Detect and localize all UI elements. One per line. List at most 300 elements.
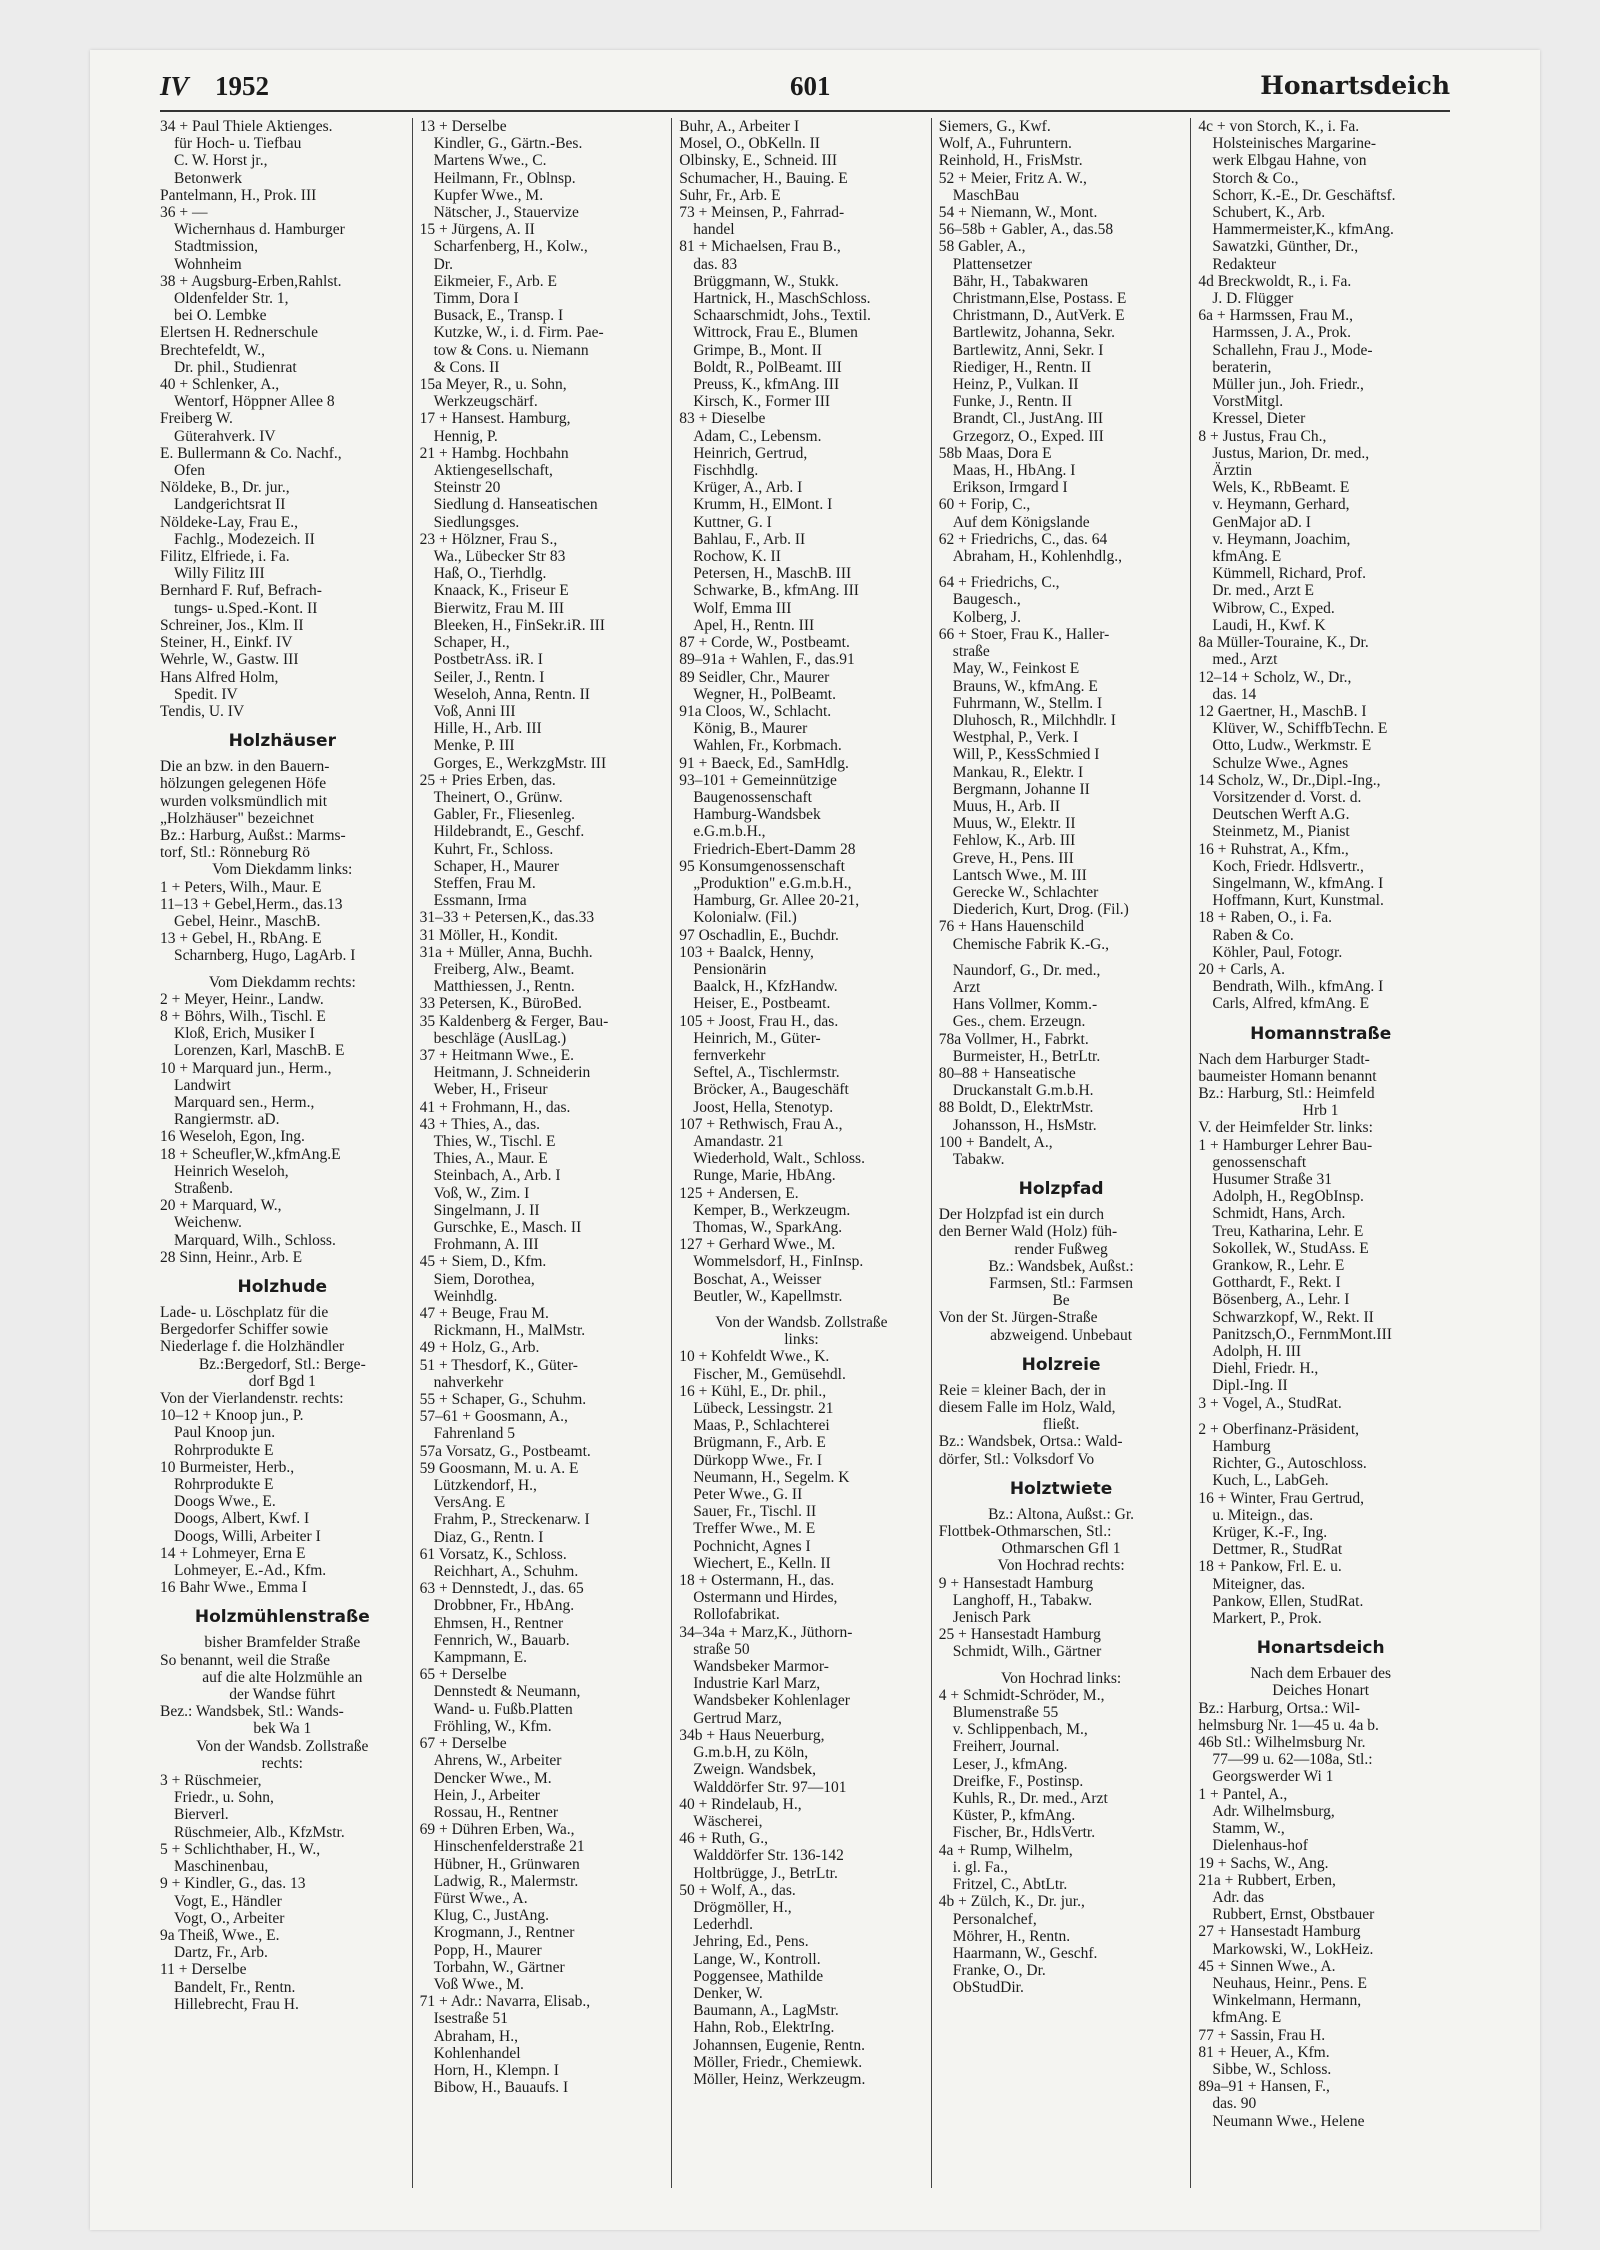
house-number-entry: 58b Maas, Dora E (938, 444, 1052, 462)
running-street-heading: Honartsdeich (1260, 71, 1450, 100)
directory-line: So benannt, weil die Straße (160, 1651, 331, 1669)
resident-entry: Heilmann, Fr., Oblnsp. (433, 169, 576, 187)
house-number-entry: 25 + Hansestadt Hamburg (938, 1626, 1101, 1644)
resident-entry: Fischhdlg. (693, 462, 759, 480)
resident-entry: Gorges, E., WerkzgMstr. III (433, 754, 607, 772)
house-number-entry: 31a + Müller, Anna, Buchh. (419, 943, 593, 961)
resident-entry: kfmAng. E (1212, 2009, 1282, 2027)
resident-entry: Richter, G., Autoschloss. (1212, 1455, 1367, 1473)
house-number-entry: 10–12 + Knoop jun., P. (160, 1407, 304, 1425)
resident-entry: Hahn, Rob., ElektrIng. (693, 2019, 835, 2037)
street-note: Be (1052, 1292, 1070, 1310)
resident-entry: Heinrich, M., Güter- (693, 1029, 821, 1047)
resident-entry: v. Heymann, Joachim, (1212, 530, 1351, 548)
resident-entry: Otto, Ludw., Werkmstr. E (1212, 737, 1372, 755)
resident-entry: Vogt, O., Arbeiter (174, 1909, 285, 1927)
resident-entry: Fischer, Br., HdlsVertr. (952, 1824, 1096, 1842)
resident-entry: Wolf, Emma III (693, 599, 792, 617)
resident-entry: C. W. Horst jr., (174, 152, 268, 170)
house-number-entry: 4b + Zülch, K., Dr. jur., (938, 1893, 1085, 1911)
directory-line: Wolf, A., Fuhruntern. (938, 135, 1072, 153)
resident-entry: Heiser, E., Postbeamt. (693, 995, 831, 1013)
directory-line: Die an bzw. in den Bauern- (160, 758, 330, 776)
directory-line: „Holzhäuser" bezeichnet (160, 809, 314, 827)
resident-entry: straße (952, 643, 990, 661)
resident-entry: Lützkendorf, H., (433, 1477, 537, 1495)
house-number-entry: 16 + Kühl, E., Dr. phil., (679, 1382, 827, 1400)
resident-entry: Wichernhaus d. Hamburger (174, 221, 345, 239)
resident-entry: Schallehn, Frau J., Mode- (1212, 341, 1373, 359)
column-3 (671, 118, 931, 2188)
resident-entry: Leser, J., kfmAng. (952, 1755, 1068, 1773)
resident-entry: Isestraße 51 (433, 2010, 509, 2028)
house-number-entry: 34–34a + Marz,K., Jüthorn- (679, 1623, 853, 1641)
resident-entry: VorstMitgl. (1212, 393, 1284, 411)
street-note: Bz.: Wandsbek, Außst.: (988, 1257, 1134, 1275)
house-number-entry: 25 + Pries Erben, das. (419, 771, 556, 789)
resident-entry: Kloß, Erich, Musiker I (174, 1025, 315, 1043)
resident-entry: Raben & Co. (1212, 926, 1294, 944)
resident-entry: Landwirt (174, 1076, 231, 1094)
resident-entry: Singelmann, J. II (433, 1201, 540, 1219)
house-number-entry: 67 + Derselbe (419, 1735, 507, 1753)
resident-entry: Kressel, Dieter (1212, 410, 1306, 428)
spacer (939, 1661, 1184, 1670)
directory-line: Freiberg W. (160, 410, 233, 428)
resident-entry: Rochow, K. II (693, 548, 781, 566)
resident-entry: Petersen, H., MaschB. III (693, 565, 852, 583)
resident-entry: Wibrow, C., Exped. (1212, 599, 1335, 617)
directory-line: den Berner Wald (Holz) füh- (938, 1223, 1118, 1241)
house-number-entry: 46 + Ruth, G., (679, 1830, 769, 1848)
house-number-entry: 13 + Gebel, H., RbAng. E (160, 930, 322, 948)
street-note: Othmarschen Gfl 1 (1001, 1540, 1121, 1558)
resident-entry: Rangiermstr. aD. (174, 1111, 280, 1129)
house-number-entry: 50 + Wolf, A., das. (679, 1881, 796, 1899)
house-number-entry: 16 + Ruhstrat, A., Kfm., (1198, 840, 1349, 858)
house-number-entry: 73 + Meinsen, P., Fahrrad- (679, 204, 845, 222)
resident-entry: Wentorf, Höppner Allee 8 (174, 393, 335, 411)
directory-line: Bergedorfer Schiffer sowie (160, 1321, 329, 1339)
house-number-entry: 40 + Rindelaub, H., (679, 1795, 802, 1813)
resident-entry: Lederhdl. (693, 1916, 754, 1934)
house-number-entry: 2 + Oberfinanz-Präsident, (1198, 1420, 1360, 1438)
resident-entry: Adolph, H. III (1212, 1343, 1302, 1361)
resident-entry: Betonwerk (174, 169, 243, 187)
directory-line: Schumacher, H., Bauing. E (679, 169, 848, 187)
resident-entry: Essmann, Irma (433, 892, 527, 910)
house-number-entry: 3 + Rüschmeier, (160, 1772, 262, 1790)
house-number-entry: 21a + Rubbert, Erben, (1198, 1871, 1336, 1889)
resident-entry: Hennig, P. (433, 427, 498, 445)
street-heading: Holztwiete (1009, 1478, 1113, 1499)
resident-entry: Baugesch., (952, 591, 1021, 609)
resident-entry: Preuss, K., kfmAng. III (693, 376, 840, 394)
column-5 (1190, 118, 1450, 2188)
street-note: Nach dem Erbauer des (1250, 1665, 1392, 1683)
resident-entry: Gebel, Heinr., MaschB. (174, 912, 321, 930)
resident-entry: Joost, Hella, Stenotyp. (693, 1098, 834, 1116)
resident-entry: Kuch, L., LabGeh. (1212, 1472, 1329, 1490)
resident-entry: Hille, H., Arb. III (433, 720, 542, 738)
resident-entry: bei O. Lembke (174, 307, 267, 325)
house-number-entry: 31–33 + Petersen,K., das.33 (419, 909, 595, 927)
house-number-entry: 4c + von Storch, K., i. Fa. (1198, 118, 1360, 135)
resident-entry: Grimpe, B., Mont. II (693, 341, 822, 359)
house-number-entry: 91a Cloos, W., Schlacht. (679, 702, 832, 720)
house-number-entry: 45 + Sinnen Wwe., A. (1198, 1957, 1336, 1975)
directory-line: Brechtefeldt, W., (160, 341, 266, 359)
resident-entry: Rubbert, Ernst, Obstbauer (1212, 1906, 1375, 1924)
resident-entry: Hein, J., Arbeiter (433, 1786, 540, 1804)
directory-line: Bz.: Harburg, Ortsa.: Wil- (1198, 1699, 1360, 1717)
resident-entry: Hartnick, H., MaschSchloss. (693, 290, 871, 308)
resident-entry: Koch, Friedr. Hdlsvertr., (1212, 857, 1364, 875)
resident-entry: Dreifke, F., Postinsp. (952, 1772, 1084, 1790)
resident-entry: Blumenstraße 55 (952, 1704, 1059, 1722)
resident-entry: genossenschaft (1212, 1153, 1307, 1171)
spacer (679, 1305, 924, 1314)
resident-entry: Rollofabrikat. (693, 1606, 780, 1624)
resident-entry: Amandastr. 21 (693, 1132, 784, 1150)
resident-entry: e.G.m.b.H., (693, 823, 766, 841)
resident-entry: Busack, E., Transp. I (433, 307, 564, 325)
resident-entry: Hinschenfelderstraße 21 (433, 1838, 585, 1856)
house-number-entry: 18 + Scheufler,W.,kfmAng.E (160, 1145, 341, 1163)
directory-line: Bez.: Wandsbek, Stl.: Wands- (160, 1703, 344, 1721)
house-number-entry: 78a Vollmer, H., Fabrkt. (938, 1030, 1089, 1048)
resident-entry: Hammermeister,K., kfmAng. (1212, 221, 1394, 239)
house-number-entry: 76 + Hans Hauenschild (938, 918, 1084, 936)
resident-entry: kfmAng. E (1212, 548, 1282, 566)
resident-entry: Sibbe, W., Schloss. (1212, 2060, 1332, 2078)
house-number-entry: 37 + Heitmann Wwe., E. (419, 1046, 574, 1064)
directory-line: E. Bullermann & Co. Nachf., (160, 444, 342, 462)
house-number-entry: 107 + Rethwisch, Frau A., (679, 1115, 843, 1133)
house-number-entry: 62 + Friedrichs, C., das. 64 (938, 530, 1108, 548)
resident-entry: Fritzel, C., AbtLtr. (952, 1876, 1068, 1894)
street-heading: Holzpfad (1018, 1179, 1104, 1200)
resident-entry: Doogs, Albert, Kwf. I (174, 1510, 310, 1528)
resident-entry: Langhoff, H., Tabakw. (952, 1591, 1093, 1609)
house-number-entry: 58 Gabler, A., (938, 238, 1026, 256)
directory-line: Bz.: Harburg, Außst.: Marms- (160, 826, 346, 844)
house-number-entry: 80–88 + Hanseatische (938, 1064, 1076, 1082)
directory-line: Lade- u. Löschplatz für die (160, 1304, 329, 1321)
resident-entry: Lorenzen, Karl, MaschB. E (174, 1042, 345, 1060)
resident-entry: Freiherr, Journal. (952, 1738, 1060, 1756)
resident-entry: Krumm, H., ElMont. I (693, 496, 833, 514)
street-note: der Wandse führt (229, 1686, 336, 1704)
street-note: abzweigend. Unbebaut (990, 1326, 1133, 1344)
resident-entry: Arzt (952, 978, 981, 996)
house-number-entry: 12 Gaertner, H., MaschB. I (1198, 702, 1367, 720)
resident-entry: Möller, Friedr., Chemiewk. (693, 2053, 863, 2071)
resident-entry: G.m.b.H, zu Köln, (693, 1744, 809, 1762)
resident-entry: Markowski, W., LokHeiz. (1212, 1940, 1374, 1958)
resident-entry: Klug, C., JustAng. (433, 1907, 549, 1925)
resident-entry: Panitzsch,O., FernmMont.III (1212, 1325, 1392, 1343)
resident-entry: Heinz, P., Vulkan. II (952, 376, 1079, 394)
house-number-entry: 4a + Rump, Wilhelm, (938, 1841, 1073, 1859)
resident-entry: Hamburg-Wandsbek (693, 806, 821, 824)
resident-entry: Bibow, H., Bauaufs. I (433, 2079, 569, 2097)
house-number-entry: 2 + Meyer, Heinr., Landw. (160, 990, 324, 1008)
resident-entry: Dennstedt & Neumann, (433, 1683, 581, 1701)
resident-entry: Jenisch Park (952, 1609, 1031, 1627)
volume-number: IV (160, 71, 189, 101)
resident-entry: Willy Filitz III (174, 565, 265, 583)
resident-entry: Auf dem Königslande (952, 513, 1090, 531)
resident-entry: Gertrud Marz, (693, 1709, 782, 1727)
street-note: rechts: (261, 1754, 303, 1772)
house-number-entry: 69 + Dühren Erben, Wa., (419, 1821, 575, 1839)
directory-columns (160, 118, 1450, 2188)
resident-entry: Hamburg (1212, 1438, 1271, 1456)
resident-entry: Martens Wwe., C. (433, 152, 547, 170)
directory-line: hölzungen gelegenen Höfe (160, 775, 327, 793)
directory-line: baumeister Homann benannt (1198, 1067, 1377, 1085)
resident-entry: Gotthardt, F., Rekt. I (1212, 1274, 1341, 1292)
resident-entry: Fennrich, W., Bauarb. (433, 1631, 570, 1649)
resident-entry: Rüschmeier, Alb., KfzMstr. (174, 1823, 345, 1841)
resident-entry: Scharfenberg, H., Kolw., (433, 238, 588, 256)
house-number-entry: 97 Oschadlin, E., Buchdr. (679, 926, 839, 944)
resident-entry: Sawatzki, Günther, Dr., (1212, 238, 1359, 256)
directory-line: Elertsen H. Rednerschule (160, 324, 318, 342)
house-number-entry: 15 + Jürgens, A. II (419, 221, 535, 239)
resident-entry: Kirsch, K., Former III (693, 393, 831, 411)
resident-entry: Dencker Wwe., M. (433, 1769, 552, 1787)
house-number-entry: 10 + Marquard jun., Herm., (160, 1059, 332, 1077)
resident-entry: Wels, K., RbBeamt. E (1212, 479, 1350, 497)
resident-entry: Nätscher, J., Stauervize (433, 204, 579, 222)
house-number-entry: 81 + Michaelsen, Frau B., (679, 238, 841, 256)
directory-line: Steiner, H., Einkf. IV (160, 634, 293, 652)
spacer (160, 965, 405, 974)
resident-entry: Dettmer, R., StudRat (1212, 1541, 1343, 1559)
house-number-entry: 89 Seidler, Chr., Maurer (679, 668, 830, 686)
resident-entry: fernverkehr (693, 1046, 766, 1064)
house-number-entry: 11 + Derselbe (160, 1961, 247, 1979)
resident-entry: Hübner, H., Grünwaren (433, 1855, 580, 1873)
house-number-entry: 9a Theiß, Wwe., E. (160, 1926, 280, 1944)
house-number-entry: 46b Stl.: Wilhelmsburg Nr. (1198, 1734, 1366, 1752)
resident-entry: Tabakw. (952, 1150, 1005, 1168)
house-number-entry: 35 Kaldenberg & Ferger, Bau- (419, 1012, 609, 1030)
house-number-entry: 89a–91 + Hansen, F., (1198, 2078, 1330, 2096)
street-note: dorf Bgd 1 (248, 1372, 316, 1390)
resident-entry: Wommelsdorf, H., FinInsp. (693, 1253, 864, 1271)
house-number-entry: 43 + Thies, A., das. (419, 1115, 540, 1133)
resident-entry: Siedlung d. Hanseatischen (433, 496, 598, 514)
resident-entry: Popp, H., Maurer (433, 1941, 542, 1959)
resident-entry: Knaack, K., Friseur E (433, 582, 569, 600)
street-heading: Holzreie (1021, 1354, 1101, 1375)
resident-entry: Schulze Wwe., Agnes (1212, 754, 1349, 772)
house-number-entry: 61 Vorsatz, K., Schloss. (419, 1545, 567, 1563)
street-heading: Holzhäuser (228, 731, 336, 752)
resident-entry: Storch & Co., (1212, 169, 1299, 187)
resident-entry: Druckanstalt G.m.b.H. (952, 1082, 1094, 1100)
resident-entry: Steinbach, A., Arb. I (433, 1167, 561, 1185)
house-number-entry: 15a Meyer, R., u. Sohn, (419, 376, 567, 394)
resident-entry: J. D. Flügger (1212, 290, 1294, 308)
resident-entry: Krüger, K.-F., Ing. (1212, 1524, 1328, 1542)
house-number-entry: 18 + Pankow, Frl. E. u. (1198, 1558, 1342, 1576)
house-number-entry: 40 + Schlenker, A., (160, 376, 280, 394)
resident-entry: Bartlewitz, Johanna, Sekr. (952, 324, 1116, 342)
house-number-entry: 125 + Andersen, E. (679, 1184, 799, 1202)
year: 1952 (215, 71, 269, 101)
resident-entry: Runge, Marie, HbAng. (693, 1167, 836, 1185)
house-number-entry: 95 Konsumgenossenschaft (679, 857, 845, 875)
resident-entry: Frahm, P., Streckenarw. I (433, 1511, 590, 1529)
resident-entry: Voß, W., Zim. I (433, 1184, 530, 1202)
resident-entry: Steinstr 20 (433, 479, 501, 497)
resident-entry: Will, P., KessSchmied I (952, 746, 1100, 764)
resident-entry: Güterahverk. IV (174, 427, 276, 445)
street-note: Von Hochrad links: (1000, 1669, 1122, 1687)
resident-entry: i. gl. Fa., (952, 1858, 1008, 1876)
resident-entry: Bröcker, A., Baugeschäft (693, 1081, 849, 1099)
street-note: auf die alte Holzmühle an (202, 1668, 363, 1686)
house-number-entry: 60 + Forip, C., (938, 496, 1031, 514)
resident-entry: Fischer, M., Gemüsehdl. (693, 1365, 846, 1383)
house-number-entry: 14 Scholz, W., Dr.,Dipl.-Ing., (1198, 771, 1381, 789)
resident-entry: Wandsbeker Marmor- (693, 1658, 829, 1676)
resident-entry: Bierverl. (174, 1806, 229, 1824)
resident-entry: Schwarzkopf, W., Rekt. II (1212, 1308, 1374, 1326)
resident-entry: Riediger, H., Rentn. II (952, 358, 1092, 376)
resident-entry: Maas, P., Schlachterei (693, 1417, 830, 1435)
house-number-entry: 52 + Meier, Fritz A. W., (938, 169, 1087, 187)
resident-entry: Treu, Katharina, Lehr. E (1212, 1222, 1364, 1240)
resident-entry: Kohlenhandel (433, 2044, 521, 2062)
spacer (939, 953, 1184, 962)
spacer (1198, 1412, 1443, 1421)
resident-entry: Ges., chem. Erzeugn. (952, 1013, 1086, 1031)
resident-entry: Kutzke, W., i. d. Firm. Pae- (433, 324, 604, 342)
resident-entry: Baugenossenschaft (693, 788, 812, 806)
column-2 (412, 118, 672, 2188)
resident-entry: das. 14 (1212, 685, 1257, 703)
resident-entry: Reichhart, A., Schuhm. (433, 1563, 579, 1581)
house-number-entry: 38 + Augsburg-Erben,Rahlst. (160, 272, 342, 290)
resident-entry: tungs- u.Sped.-Kont. II (174, 599, 318, 617)
resident-entry: Lantsch Wwe., M. III (952, 866, 1087, 884)
resident-entry: Dielenhaus-hof (1212, 1837, 1308, 1855)
directory-line: Niederlage f. die Holzhändler (160, 1338, 345, 1356)
street-note: Von Hochrad rechts: (997, 1557, 1125, 1575)
resident-entry: MaschBau (952, 186, 1020, 204)
resident-entry: Laudi, H., Kwf. K (1212, 616, 1326, 634)
resident-entry: Köhler, Paul, Fotogr. (1212, 943, 1343, 961)
directory-line: Flottbek-Othmarschen, Stl.: (938, 1523, 1112, 1541)
directory-line: Von der St. Jürgen-Straße (938, 1309, 1098, 1327)
resident-entry: Holsteinisches Margarine- (1212, 135, 1377, 153)
house-number-entry: 3 + Vogel, A., StudRat. (1198, 1394, 1342, 1412)
resident-entry: Freiberg, Alw., Beamt. (433, 960, 575, 978)
resident-entry: Hildebrandt, E., Geschf. (433, 823, 585, 841)
resident-entry: Marquard, Wilh., Schloss. (174, 1231, 336, 1249)
resident-entry: Kolonialw. (Fil.) (693, 909, 797, 927)
resident-entry: Boldt, R., PolBeamt. III (693, 358, 842, 376)
resident-entry: Timm, Dora I (433, 290, 519, 308)
resident-entry: Voß, Anni III (433, 702, 516, 720)
resident-entry: Ofen (174, 462, 205, 480)
resident-entry: Walddörfer Str. 136-142 (693, 1847, 844, 1865)
resident-entry: Matthiessen, J., Rentn. (433, 978, 575, 996)
resident-entry: Hoffmann, Kurt, Kunstmal. (1212, 892, 1384, 910)
resident-entry: Kemper, B., Werkzeugm. (693, 1201, 851, 1219)
resident-entry: das. 90 (1212, 2095, 1257, 2113)
resident-entry: Adr. Wilhelmsburg, (1212, 1802, 1335, 1820)
resident-entry: Industrie Karl Marz, (693, 1675, 821, 1693)
directory-line: Filitz, Elfriede, i. Fa. (160, 548, 290, 566)
resident-entry: Eikmeier, F., Arb. E (433, 272, 558, 290)
resident-entry: Hillebrecht, Frau H. (174, 1995, 299, 2013)
resident-entry: Dr. (433, 255, 453, 273)
resident-entry: Steinmetz, M., Pianist (1212, 823, 1350, 841)
resident-entry: Steffen, Frau M. (433, 874, 536, 892)
house-number-entry: 28 Sinn, Heinr., Arb. E (160, 1248, 303, 1266)
resident-entry: Fürst Wwe., A. (433, 1889, 528, 1907)
resident-entry: Torbahn, W., Gärtner (433, 1958, 565, 1976)
resident-entry: Treffer Wwe., M. E (693, 1520, 816, 1538)
house-number-entry: 14 + Lohmeyer, Erna E (160, 1544, 306, 1562)
house-number-entry: 27 + Hansestadt Hamburg (1198, 1923, 1361, 1941)
resident-entry: Wiechert, E., Kelln. II (693, 1554, 831, 1572)
directory-line: Bernhard F. Ruf, Befrach- (160, 582, 322, 600)
resident-entry: Brauns, W., kfmAng. E (952, 677, 1098, 695)
page-header (160, 65, 1450, 112)
resident-entry: Bähr, H., Tabakwaren (952, 272, 1089, 290)
resident-entry: Küster, P., kfmAng. (952, 1807, 1076, 1825)
resident-entry: Hans Vollmer, Komm.- (952, 996, 1098, 1014)
resident-entry: Lange, W., Kontroll. (693, 1950, 821, 1968)
resident-entry: Wand- u. Fußb.Platten (433, 1700, 573, 1718)
house-number-entry: 16 Weseloh, Egon, Ing. (160, 1128, 305, 1146)
resident-entry: Scharnberg, Hugo, LagArb. I (174, 947, 356, 965)
house-number-entry: 1 + Peters, Wilh., Maur. E (160, 878, 322, 896)
directory-line: Hans Alfred Holm, (160, 668, 279, 686)
house-number-entry: 21 + Hambg. Hochbahn (419, 444, 569, 462)
resident-entry: Dr. med., Arzt E (1212, 582, 1314, 600)
house-number-entry: 105 + Joost, Frau H., das. (679, 1012, 839, 1030)
resident-entry: Abraham, H., (433, 2027, 518, 2045)
resident-entry: Möhrer, H., Rentn. (952, 1927, 1071, 1945)
directory-line: Reinhold, H., FrisMstr. (938, 152, 1083, 170)
resident-entry: Neuhaus, Heinr., Pens. E (1212, 1974, 1367, 1992)
resident-entry: Bandelt, Fr., Rentn. (174, 1978, 296, 1996)
resident-entry: Frohmann, A. III (433, 1236, 539, 1254)
resident-entry: Peter Wwe., G. II (693, 1486, 803, 1504)
resident-entry: Christmann,Else, Postass. E (952, 290, 1127, 308)
resident-entry: Aktiengesellschaft, (433, 462, 553, 480)
resident-entry: Seftel, A., Tischlermstr. (693, 1064, 840, 1082)
resident-entry: Walddörfer Str. 97—101 (693, 1778, 847, 1796)
resident-entry: Horn, H., Klempn. I (433, 2061, 559, 2079)
directory-line: Schreiner, Jos., Klm. II (160, 616, 304, 634)
resident-entry: Friedrich-Ebert-Damm 28 (693, 840, 856, 858)
house-number-entry: 23 + Hölzner, Frau S., (419, 530, 558, 548)
resident-entry: Kolberg, J. (952, 608, 1021, 626)
house-number-entry: 16 Bahr Wwe., Emma I (160, 1579, 307, 1597)
resident-entry: Abraham, H., Kohlenhdlg., (952, 548, 1122, 566)
directory-line: Buhr, A., Arbeiter I (679, 118, 800, 135)
house-number-entry: 63 + Dennstedt, J., das. 65 (419, 1580, 584, 1598)
